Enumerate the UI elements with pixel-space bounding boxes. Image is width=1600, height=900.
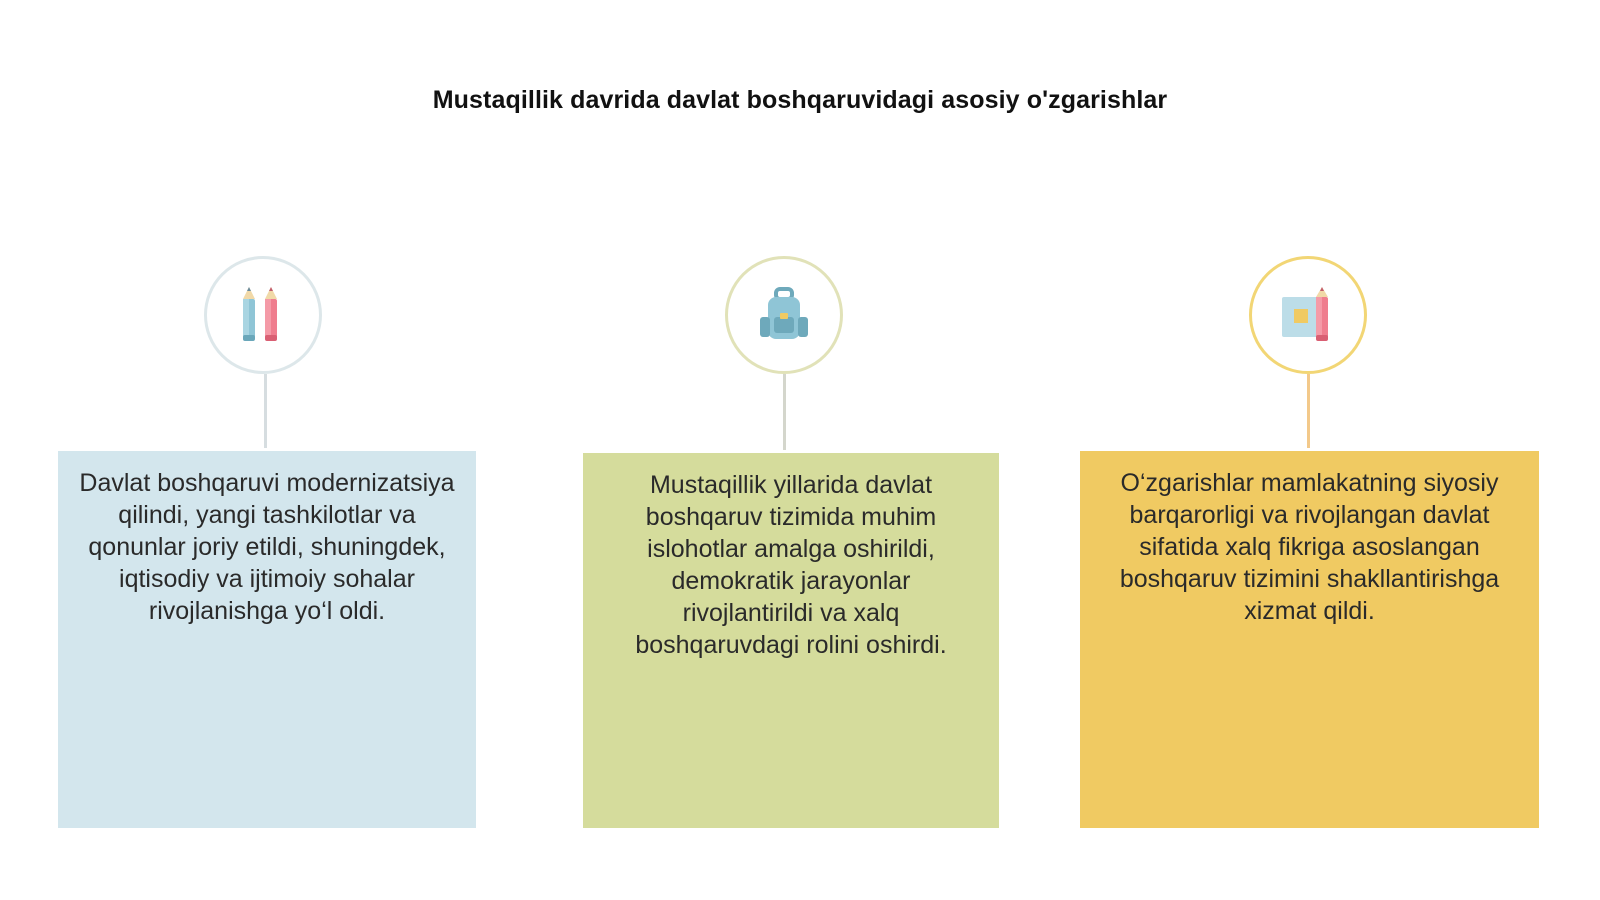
slide-title: Mustaqillik davrida davlat boshqaruvidagi asosiy o'zgarishlar [432,86,1168,114]
backpack-icon [752,283,816,347]
icon-circle-2 [725,256,843,374]
connector-line-3 [1307,374,1310,448]
card-1 [58,451,476,828]
connector-line-2 [783,374,786,450]
icon-circle-1 [204,256,322,374]
card-2 [583,453,999,828]
card-2-text: Mustaqillik yillarida davlat boshqaruv tizimida muhim islohotlar amalga oshirildi, demokratik jarayonlar rivojlantirildi va xalq boshqaruvdagi rolini oshirdi. [635,471,947,659]
icon-circle-3 [1249,256,1367,374]
card-3-text: O‘zgarishlar mamlakatning siyosiy barqarorligi va rivojlangan davlat sifatida xalq fikriga asoslangan boshqaruv tizimini shakllantirishga xizmat qildi. [1119,469,1500,625]
connector-line-1 [264,374,267,448]
card-1-text: Davlat boshqaruvi modernizatsiya qilindi, yangi tashkilotlar va qonunlar joriy etildi, shuningdek, iqtisodiy va ijtimoiy sohalar rivojlanishga yo‘l oldi. [79,469,455,625]
paper-pencil-icon [1276,283,1340,347]
card-3 [1080,451,1539,828]
pencils-icon [233,283,293,347]
